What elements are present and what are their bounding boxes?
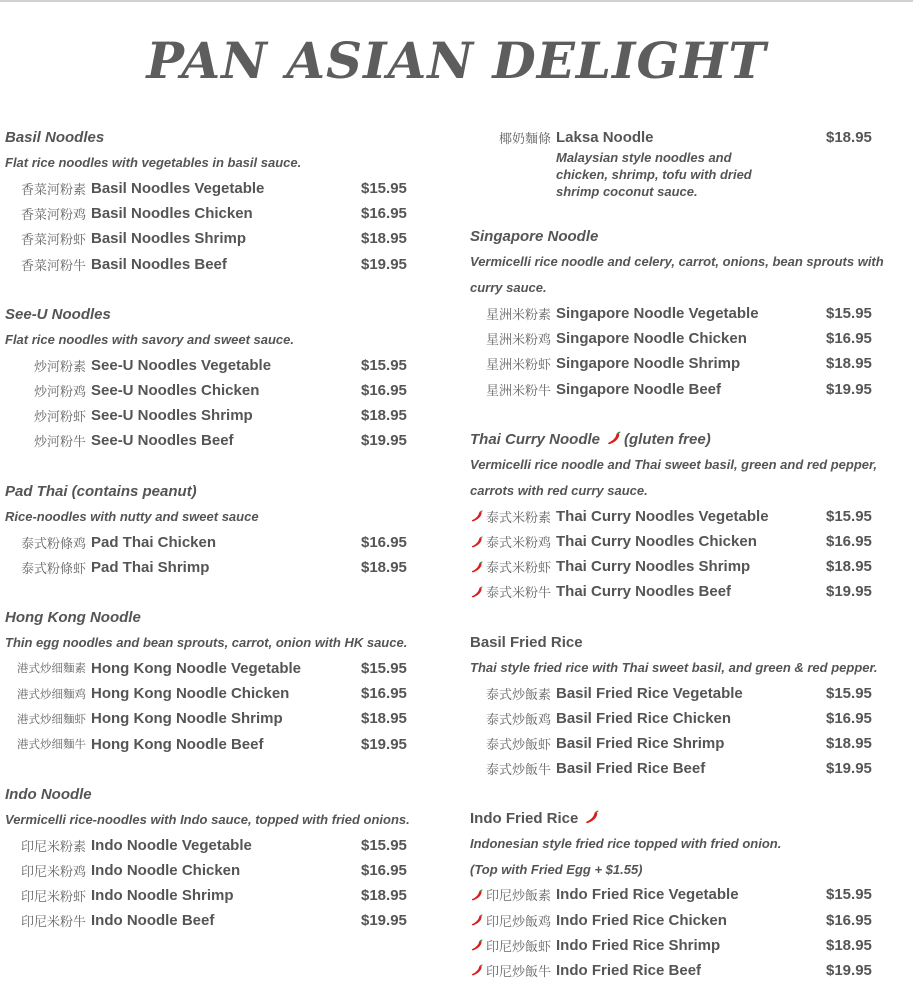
section-description: Thin egg noodles and bean sprouts, carrot, onion with HK sauce. [5, 634, 408, 650]
section-description: Flat rice noodles with savory and sweet sauce. [5, 331, 294, 347]
item-name: See-U Noodles Chicken [91, 382, 260, 400]
chinese-name: 泰式炒飯素 [485, 687, 551, 703]
section-title: Pad Thai (contains peanut) [5, 482, 197, 500]
item-name: Thai Curry Noodles Vegetable [556, 507, 769, 525]
menu-item [470, 326, 900, 351]
section-basil-fried-rice [470, 630, 900, 782]
menu-item [470, 351, 900, 376]
item-price: $16.95 [361, 205, 407, 223]
chinese-name [470, 961, 556, 980]
chili-pepper-icon [470, 963, 484, 977]
chinese-text: 泰式米粉鸡 [485, 536, 551, 552]
item-name: Thai Curry Noodles Chicken [556, 533, 757, 551]
chinese-name: 泰式粉條虾 [20, 561, 86, 577]
item-price: $15.95 [826, 886, 872, 904]
chinese-name: 泰式炒飯牛 [485, 763, 551, 779]
item-name: Singapore Noodle Chicken [556, 330, 747, 348]
item-price: $15.95 [361, 356, 407, 374]
section-description: Rice-noodles with nutty and sweet sauce [5, 508, 259, 524]
section-title-text: Indo Fried Rice [470, 810, 579, 828]
item-price: $16.95 [361, 533, 407, 551]
item-name: Basil Noodles Vegetable [91, 180, 265, 198]
chili-pepper-icon [470, 938, 484, 952]
chili-pepper-icon [470, 535, 484, 549]
section-title: Singapore Noodle [470, 228, 599, 245]
item-price: $18.95 [361, 710, 407, 728]
chinese-text: 泰式米粉虾 [485, 561, 551, 577]
item-price: $15.95 [826, 305, 872, 323]
chinese-name: 泰式炒飯鸡 [485, 712, 551, 728]
section-title: Basil Noodles [5, 129, 105, 146]
chinese-name: 香菜河粉虾 [20, 233, 86, 249]
chinese-name: 港式炒细麵虾 [17, 711, 86, 726]
chili-pepper-icon [470, 585, 484, 599]
menu-item [470, 756, 900, 781]
item-name: Thai Curry Noodles Beef [556, 583, 732, 601]
chinese-text: 印尼炒飯素 [485, 889, 551, 905]
chinese-name: 星洲米粉牛 [485, 383, 551, 399]
menu-item [470, 907, 900, 932]
section-title [470, 806, 900, 831]
item-price: $16.95 [361, 685, 407, 703]
section-description: Vermicelli rice noodle and celery, carrot, onions, bean sprouts with curry sauce. [470, 254, 884, 295]
chili-pepper-icon [470, 888, 484, 902]
chinese-name: 港式炒细麵牛 [17, 737, 86, 752]
section-title: Hong Kong Noodle [5, 608, 141, 626]
item-name: Basil Noodles Shrimp [91, 230, 247, 248]
item-price: $16.95 [826, 330, 872, 348]
menu-item [5, 555, 425, 580]
menu-item [470, 579, 900, 604]
left-column [5, 125, 425, 958]
section-singapore-noodle [470, 224, 900, 402]
chili-pepper-icon [584, 809, 600, 825]
menu-item [470, 529, 900, 554]
menu-item [470, 504, 900, 529]
chinese-name: 炒河粉鸡 [33, 385, 86, 401]
item-name: Hong Kong Noodle Chicken [91, 685, 290, 703]
menu-item [5, 858, 425, 883]
section-title-text: Thai Curry Noodle [470, 430, 601, 448]
item-price: $15.95 [361, 659, 407, 677]
section-title: Indo Noodle [5, 785, 92, 803]
chinese-name: 椰奶麵條 [498, 132, 551, 147]
chinese-name: 炒河粉素 [33, 359, 86, 375]
section-description: Flat rice noodles with vegetables in basil sauce. [5, 155, 302, 170]
item-price: $18.95 [826, 734, 872, 752]
item-price: $16.95 [826, 709, 872, 727]
item-name: Indo Fried Rice Chicken [556, 911, 727, 929]
section-title: Basil Fried Rice [470, 633, 583, 651]
item-price: $18.95 [826, 558, 872, 576]
menu-item [5, 353, 425, 378]
section-title-suffix: (gluten free) [624, 430, 711, 448]
item-name: See-U Noodles Shrimp [91, 407, 253, 425]
chinese-name: 星洲米粉素 [485, 308, 551, 324]
item-name: Hong Kong Noodle Vegetable [91, 659, 302, 677]
item-name: Pad Thai Shrimp [91, 558, 210, 576]
menu-item [470, 377, 900, 402]
item-name: Indo Fried Rice Beef [556, 961, 702, 979]
section-thai-curry-noodle [470, 427, 900, 605]
item-name: Indo Noodle Vegetable [91, 836, 252, 854]
menu-item [470, 933, 900, 958]
item-name: Indo Noodle Chicken [91, 861, 241, 879]
item-name: Basil Fried Rice Vegetable [556, 684, 743, 702]
menu-item [5, 833, 425, 858]
item-name: Singapore Noodle Vegetable [556, 305, 759, 323]
item-price: $18.95 [826, 355, 872, 373]
menu-item [5, 176, 425, 201]
chinese-name: 印尼米粉牛 [20, 915, 86, 931]
top-border [0, 0, 913, 2]
chinese-name [470, 507, 556, 526]
section-description: Vermicelli rice-noodles with Indo sauce, topped with fried onions. [5, 811, 410, 827]
item-price: $19.95 [826, 583, 872, 601]
item-price: $16.95 [826, 533, 872, 551]
menu-item [5, 681, 425, 706]
item-price: $15.95 [826, 507, 872, 525]
section-laksa-noodle [470, 125, 900, 200]
menu-item [5, 201, 425, 226]
menu-item [5, 403, 425, 428]
chinese-name: 炒河粉虾 [33, 410, 86, 426]
item-price: $18.95 [361, 407, 407, 425]
item-price: $16.95 [826, 911, 872, 929]
menu-item [5, 908, 425, 933]
chinese-text: 印尼炒飯虾 [485, 939, 551, 955]
item-name: See-U Noodles Beef [91, 432, 234, 450]
menu-item [470, 731, 900, 756]
menu-item [5, 252, 425, 277]
section-see-u-noodles [5, 302, 425, 454]
section-basil-noodles [5, 125, 425, 277]
chinese-name: 香菜河粉鸡 [20, 208, 86, 224]
menu-item [5, 731, 425, 756]
item-name: Singapore Noodle Beef [556, 380, 722, 398]
item-price: $18.95 [361, 887, 407, 905]
menu-item [470, 125, 900, 150]
chinese-name: 印尼米粉鸡 [20, 864, 86, 880]
chinese-text: 泰式米粉素 [485, 510, 551, 526]
chinese-name: 印尼米粉虾 [20, 890, 86, 906]
chili-pepper-icon [470, 509, 484, 523]
item-name: Indo Fried Rice Shrimp [556, 936, 721, 954]
section-title [470, 427, 900, 452]
chinese-name: 香菜河粉牛 [20, 258, 86, 274]
menu-item [470, 706, 900, 731]
item-name: Hong Kong Noodle Beef [91, 735, 264, 753]
menu-item [5, 656, 425, 681]
chinese-name [470, 885, 556, 904]
right-column [470, 125, 900, 1008]
menu-title: PAN ASIAN DELIGHT [146, 31, 767, 90]
menu-item [5, 226, 425, 251]
menu-item [5, 378, 425, 403]
item-price: $16.95 [361, 861, 407, 879]
item-name: Indo Noodle Shrimp [91, 887, 234, 905]
item-name: Basil Fried Rice Beef [556, 760, 706, 778]
item-name: Thai Curry Noodles Shrimp [556, 558, 751, 576]
section-hong-kong-noodle [5, 605, 425, 757]
chinese-name: 炒河粉牛 [33, 435, 86, 451]
item-name: Laksa Noodle [556, 129, 654, 146]
menu-item [470, 958, 900, 983]
menu-item [470, 554, 900, 579]
menu-item [470, 882, 900, 907]
chinese-name: 星洲米粉虾 [485, 358, 551, 374]
section-title: See-U Noodles [5, 305, 111, 323]
section-description: Thai style fried rice with Thai sweet basil, and green & red pepper. [470, 659, 878, 675]
item-description: Malaysian style noodles and chicken, shrimp, tofu with dried shrimp coconut sauce. [556, 150, 752, 199]
item-price: $18.95 [826, 129, 872, 146]
item-name: Basil Noodles Chicken [91, 205, 253, 223]
chinese-name: 泰式粉條鸡 [20, 536, 86, 552]
chinese-name: 港式炒细麵素 [17, 661, 86, 676]
item-price: $18.95 [826, 936, 872, 954]
menu-item [470, 301, 900, 326]
item-price: $18.95 [361, 230, 407, 248]
item-price: $15.95 [361, 180, 407, 198]
item-price: $19.95 [361, 735, 407, 753]
item-price: $19.95 [826, 961, 872, 979]
chinese-name [470, 936, 556, 955]
menu-item [5, 706, 425, 731]
item-price: $19.95 [361, 912, 407, 930]
chili-pepper-icon [470, 913, 484, 927]
section-indo-noodle [5, 782, 425, 934]
item-name: Basil Fried Rice Chicken [556, 709, 732, 727]
section-indo-fried-rice [470, 806, 900, 983]
chinese-text: 印尼炒飯鸡 [485, 914, 551, 930]
chinese-name: 泰式炒飯虾 [485, 737, 551, 753]
menu-item [5, 428, 425, 453]
item-name: Pad Thai Chicken [91, 533, 217, 551]
chinese-name [470, 582, 556, 601]
item-price: $19.95 [361, 255, 407, 273]
item-price: $19.95 [826, 760, 872, 778]
chinese-name [470, 557, 556, 576]
chinese-name [470, 532, 556, 551]
item-price: $15.95 [826, 684, 872, 702]
section-pad-thai [5, 479, 425, 580]
item-price: $19.95 [826, 380, 872, 398]
menu-item [5, 530, 425, 555]
item-name: Hong Kong Noodle Shrimp [91, 710, 283, 728]
item-price: $16.95 [361, 382, 407, 400]
item-name: Indo Noodle Beef [91, 912, 215, 930]
section-description: Indonesian style fried rice topped with fried onion. [470, 836, 782, 852]
menu-item [470, 681, 900, 706]
item-price: $19.95 [361, 432, 407, 450]
chinese-name: 香菜河粉素 [20, 183, 86, 199]
section-description: Vermicelli rice noodle and Thai sweet basil, green and red pepper, carrots with red curry sauce. [470, 456, 877, 498]
item-name: Indo Fried Rice Vegetable [556, 886, 739, 904]
chinese-name: 印尼米粉素 [20, 839, 86, 855]
section-note: (Top with Fried Egg + $1.55) [470, 862, 643, 878]
chinese-name [470, 911, 556, 930]
item-name: Singapore Noodle Shrimp [556, 355, 741, 373]
item-name: Basil Noodles Beef [91, 255, 227, 273]
item-name: See-U Noodles Vegetable [91, 356, 272, 374]
chili-pepper-icon [606, 430, 622, 446]
item-price: $18.95 [361, 558, 407, 576]
item-name: Basil Fried Rice Shrimp [556, 734, 725, 752]
item-price: $15.95 [361, 836, 407, 854]
menu-item [5, 883, 425, 908]
chinese-name: 港式炒细麵鸡 [17, 686, 86, 701]
chinese-text: 印尼炒飯牛 [485, 964, 551, 980]
chinese-name: 星洲米粉鸡 [485, 333, 551, 349]
chili-pepper-icon [470, 560, 484, 574]
chinese-text: 泰式米粉牛 [485, 586, 551, 602]
